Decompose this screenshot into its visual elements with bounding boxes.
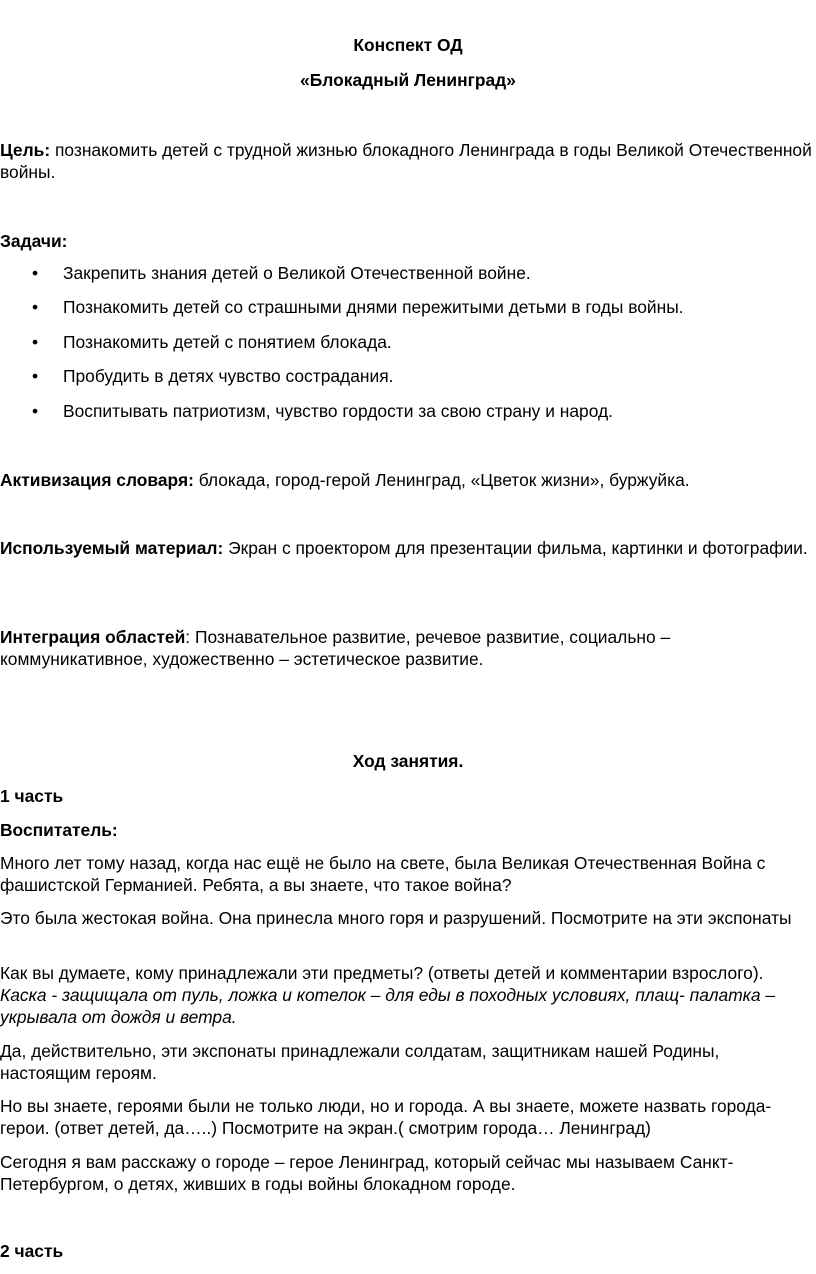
task-text: Пробудить в детях чувство сострадания. xyxy=(63,366,394,386)
lesson-paragraph-6: Сегодня я вам расскажу о городе – герое Ленинград, который сейчас мы называем Санкт-Петербургом, о детях, живших в годы войны блокадном городе. xyxy=(0,1152,734,1194)
lesson-paragraph-3-italic: Каска - защищала от пуль, ложка и котелок – для еды в походных условиях, плащ- палатка – укрывала от дождя и ветра. xyxy=(0,985,776,1027)
lesson-heading: Ход занятия. xyxy=(352,751,464,771)
task-text: Закрепить знания детей о Великой Отечественной войне. xyxy=(63,263,531,283)
lesson-paragraph-2: Это была жестокая война. Она принесла много горя и разрушений. Посмотрите на эти экспонаты xyxy=(0,908,792,928)
speaker-heading xyxy=(0,819,812,841)
document-subtitle: «Блокадный Ленинград» xyxy=(300,70,516,90)
material-paragraph xyxy=(0,537,812,559)
goal-text: познакомить детей с трудной жизнью блокадного Ленинграда в годы Великой Отечественной войны. xyxy=(0,140,812,182)
part-2-label: 2 часть xyxy=(0,1241,64,1261)
vocabulary-label: Активизация словаря: xyxy=(0,470,194,490)
goal-label: Цель: xyxy=(0,140,51,160)
material-label: Используемый материал: xyxy=(0,538,224,558)
lesson-paragraph-4: Да, действительно, эти экспонаты принадлежали солдатам, защитникам нашей Родины, настоящим героям. xyxy=(0,1041,720,1083)
lesson-paragraph-1: Много лет тому назад, когда нас ещё не было на свете, была Великая Отечественная Война с фашистской Германией. Ребята, а вы знаете, что такое война? xyxy=(0,853,766,895)
speaker-label: Воспитатель: xyxy=(0,820,118,840)
integration-text: : Познавательное развитие, речевое развитие, социально – коммуникативное, художественно – эстетическое развитие. xyxy=(0,627,671,669)
goal-paragraph xyxy=(0,139,812,183)
integration-label: Интеграция областей xyxy=(0,627,186,647)
vocabulary-paragraph xyxy=(0,469,812,491)
lesson-paragraph-3-text: Как вы думаете, кому принадлежали эти предметы? (ответы детей и комментарии взрослого). xyxy=(0,963,764,983)
lesson-paragraph-5: Но вы знаете, героями были не только люди, но и города. А вы знаете, можете назвать города-герои. (ответ детей, да…..) Посмотрите на экран.( смотрим города… Ленинград) xyxy=(0,1096,772,1138)
task-text: Познакомить детей с понятием блокада. xyxy=(63,332,392,352)
task-text: Воспитывать патриотизм, чувство гордости за свою страну и народ. xyxy=(63,401,613,421)
bullet-icon: • xyxy=(32,263,39,283)
part-2-heading xyxy=(0,1240,812,1262)
bullet-icon: • xyxy=(32,332,39,352)
tasks-label: Задачи: xyxy=(0,231,68,251)
document-title: Конспект ОД xyxy=(353,35,463,55)
task-text: Познакомить детей со страшными днями пережитыми детьми в годы войны. xyxy=(63,297,684,317)
vocabulary-text: блокада, город-герой Ленинград, «Цветок жизни», буржуйка. xyxy=(193,470,690,490)
bullet-icon: • xyxy=(32,297,39,317)
bullet-icon: • xyxy=(32,401,39,421)
part-1-label: 1 часть xyxy=(0,786,64,806)
lesson-paragraph-3 xyxy=(0,962,812,1028)
bullet-icon: • xyxy=(32,366,39,386)
material-text: Экран с проектором для презентации фильма, картинки и фотографии. xyxy=(223,538,808,558)
tasks-heading xyxy=(0,230,812,252)
part-1-heading xyxy=(0,785,812,807)
integration-paragraph xyxy=(0,626,812,670)
